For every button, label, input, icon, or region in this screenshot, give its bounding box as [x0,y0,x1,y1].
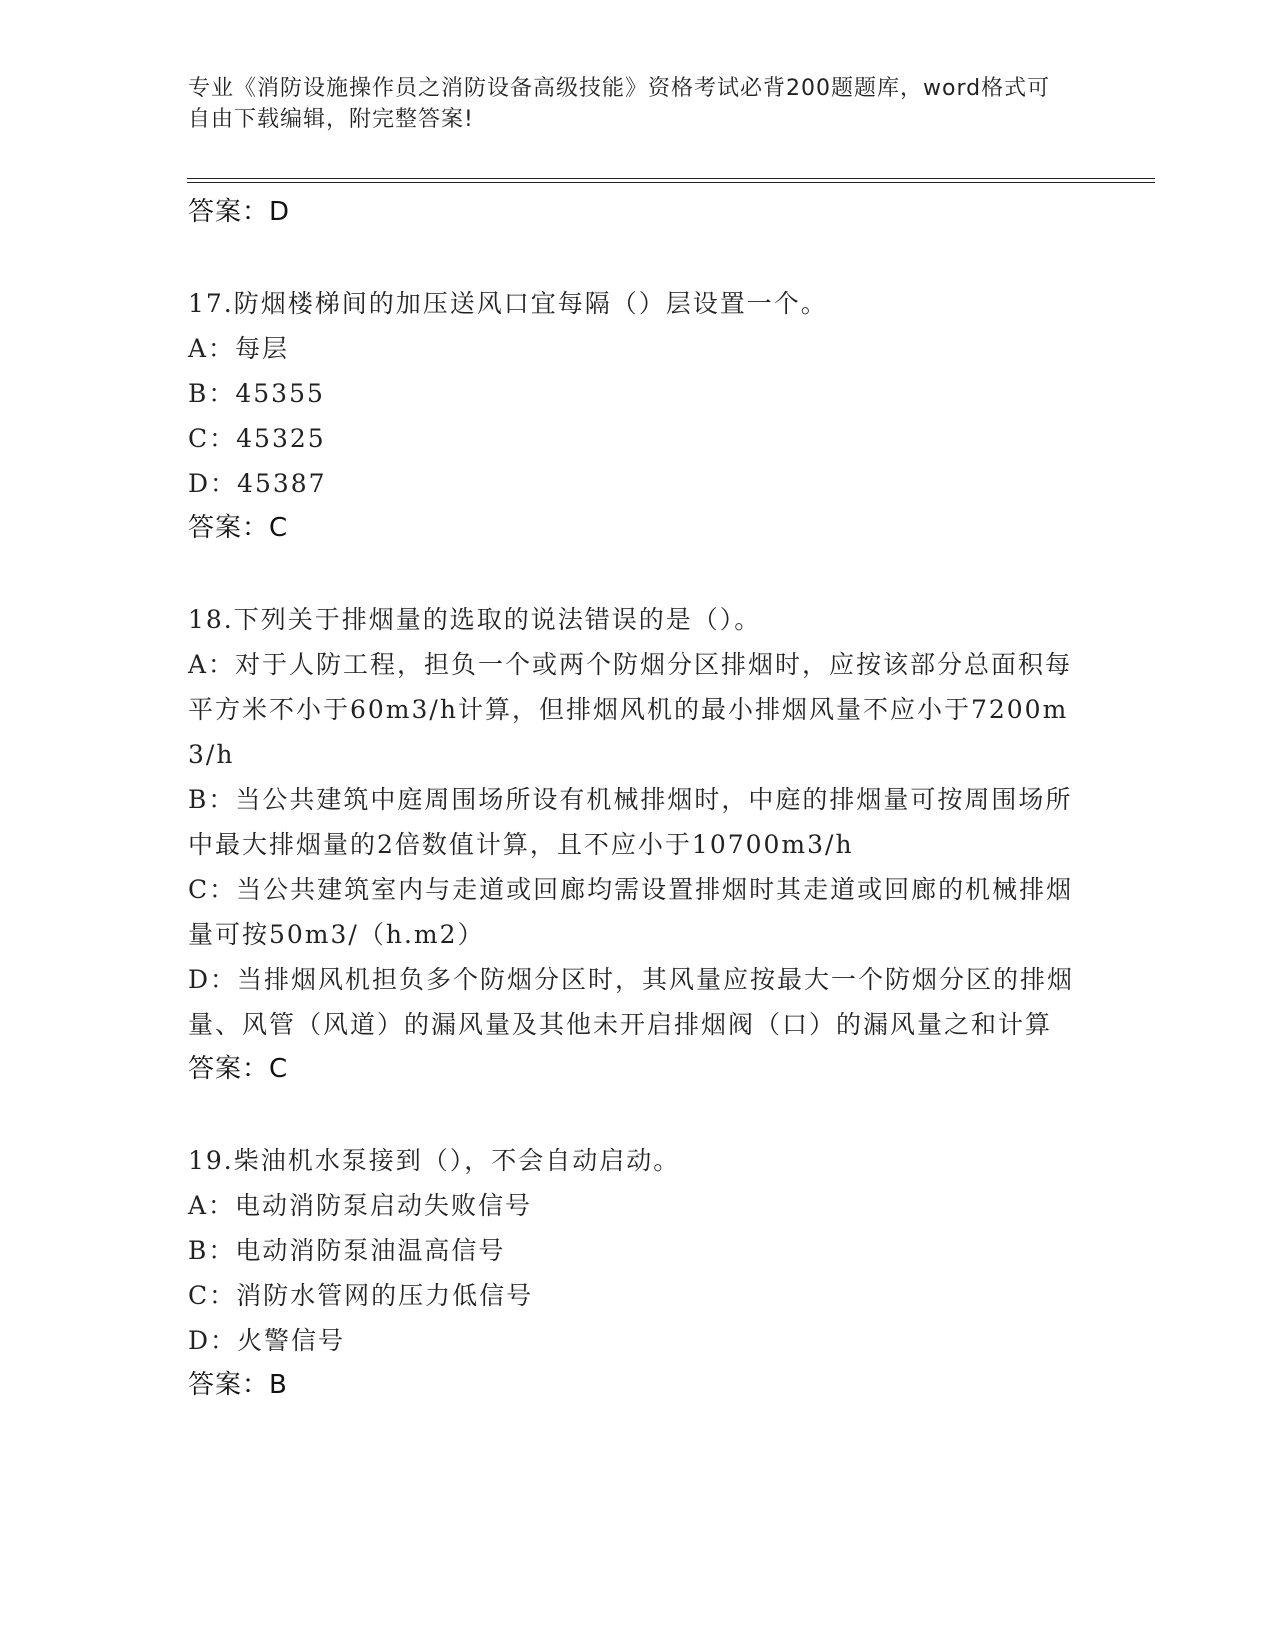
q18-question: 18.下列关于排烟量的选取的说法错误的是（）。 [188,605,762,634]
q18-answer: 答案：C [188,1054,289,1084]
q17-question: 17.防烟楼梯间的加压送风口宜每隔（）层设置一个。 [188,289,828,318]
header-rule-top [187,178,1155,179]
question-18 [188,597,1078,1092]
q18-option-c: C：当公共建筑室内与走道或回廊均需设置排烟时其走道或回廊的机械排烟量可按50m3/（h.m2） [188,875,1074,949]
q17-option-d: D：45387 [188,469,327,498]
q19-option-c: C：消防水管网的压力低信号 [188,1281,534,1310]
q19-answer: 答案：B [188,1370,288,1400]
q18-option-d: D：当排烟风机担负多个防烟分区时，其风量应按最大一个防烟分区的排烟量、风管（风道）的漏风量及其他未开启排烟阀（口）的漏风量之和计算 [188,965,1075,1039]
question-list [188,190,1078,1408]
q17-option-b: B：45355 [188,379,325,408]
q19-option-a: A：电动消防泵启动失败信号 [188,1191,533,1220]
document-header: 专业《消防设施操作员之消防设备高级技能》资格考试必背200题题库，word格式可自由下载编辑，附完整答案! [188,76,1051,132]
q19-question: 19.柴油机水泵接到（），不会自动启动。 [188,1146,681,1175]
q19-option-b: B：电动消防泵油温高信号 [188,1236,506,1265]
question-17 [188,281,1078,551]
header-rule-bottom [187,182,1155,183]
q17-option-c: C：45325 [188,424,326,453]
q17-option-a: A：每层 [188,334,290,363]
q16-answer: 答案：D [188,197,291,227]
q17-answer: 答案：C [188,513,289,543]
q18-option-a: A：对于人防工程，担负一个或两个防烟分区排烟时，应按该部分总面积每平方米不小于60m3/h计算，但排烟风机的最小排烟风量不应小于7200m3/h [188,650,1073,769]
question-19 [188,1138,1078,1408]
q18-option-b: B：当公共建筑中庭周围场所设有机械排烟时，中庭的排烟量可按周围场所中最大排烟量的2倍数值计算，且不应小于10700m3/h [188,785,1073,859]
q19-option-d: D：火警信号 [188,1326,346,1355]
